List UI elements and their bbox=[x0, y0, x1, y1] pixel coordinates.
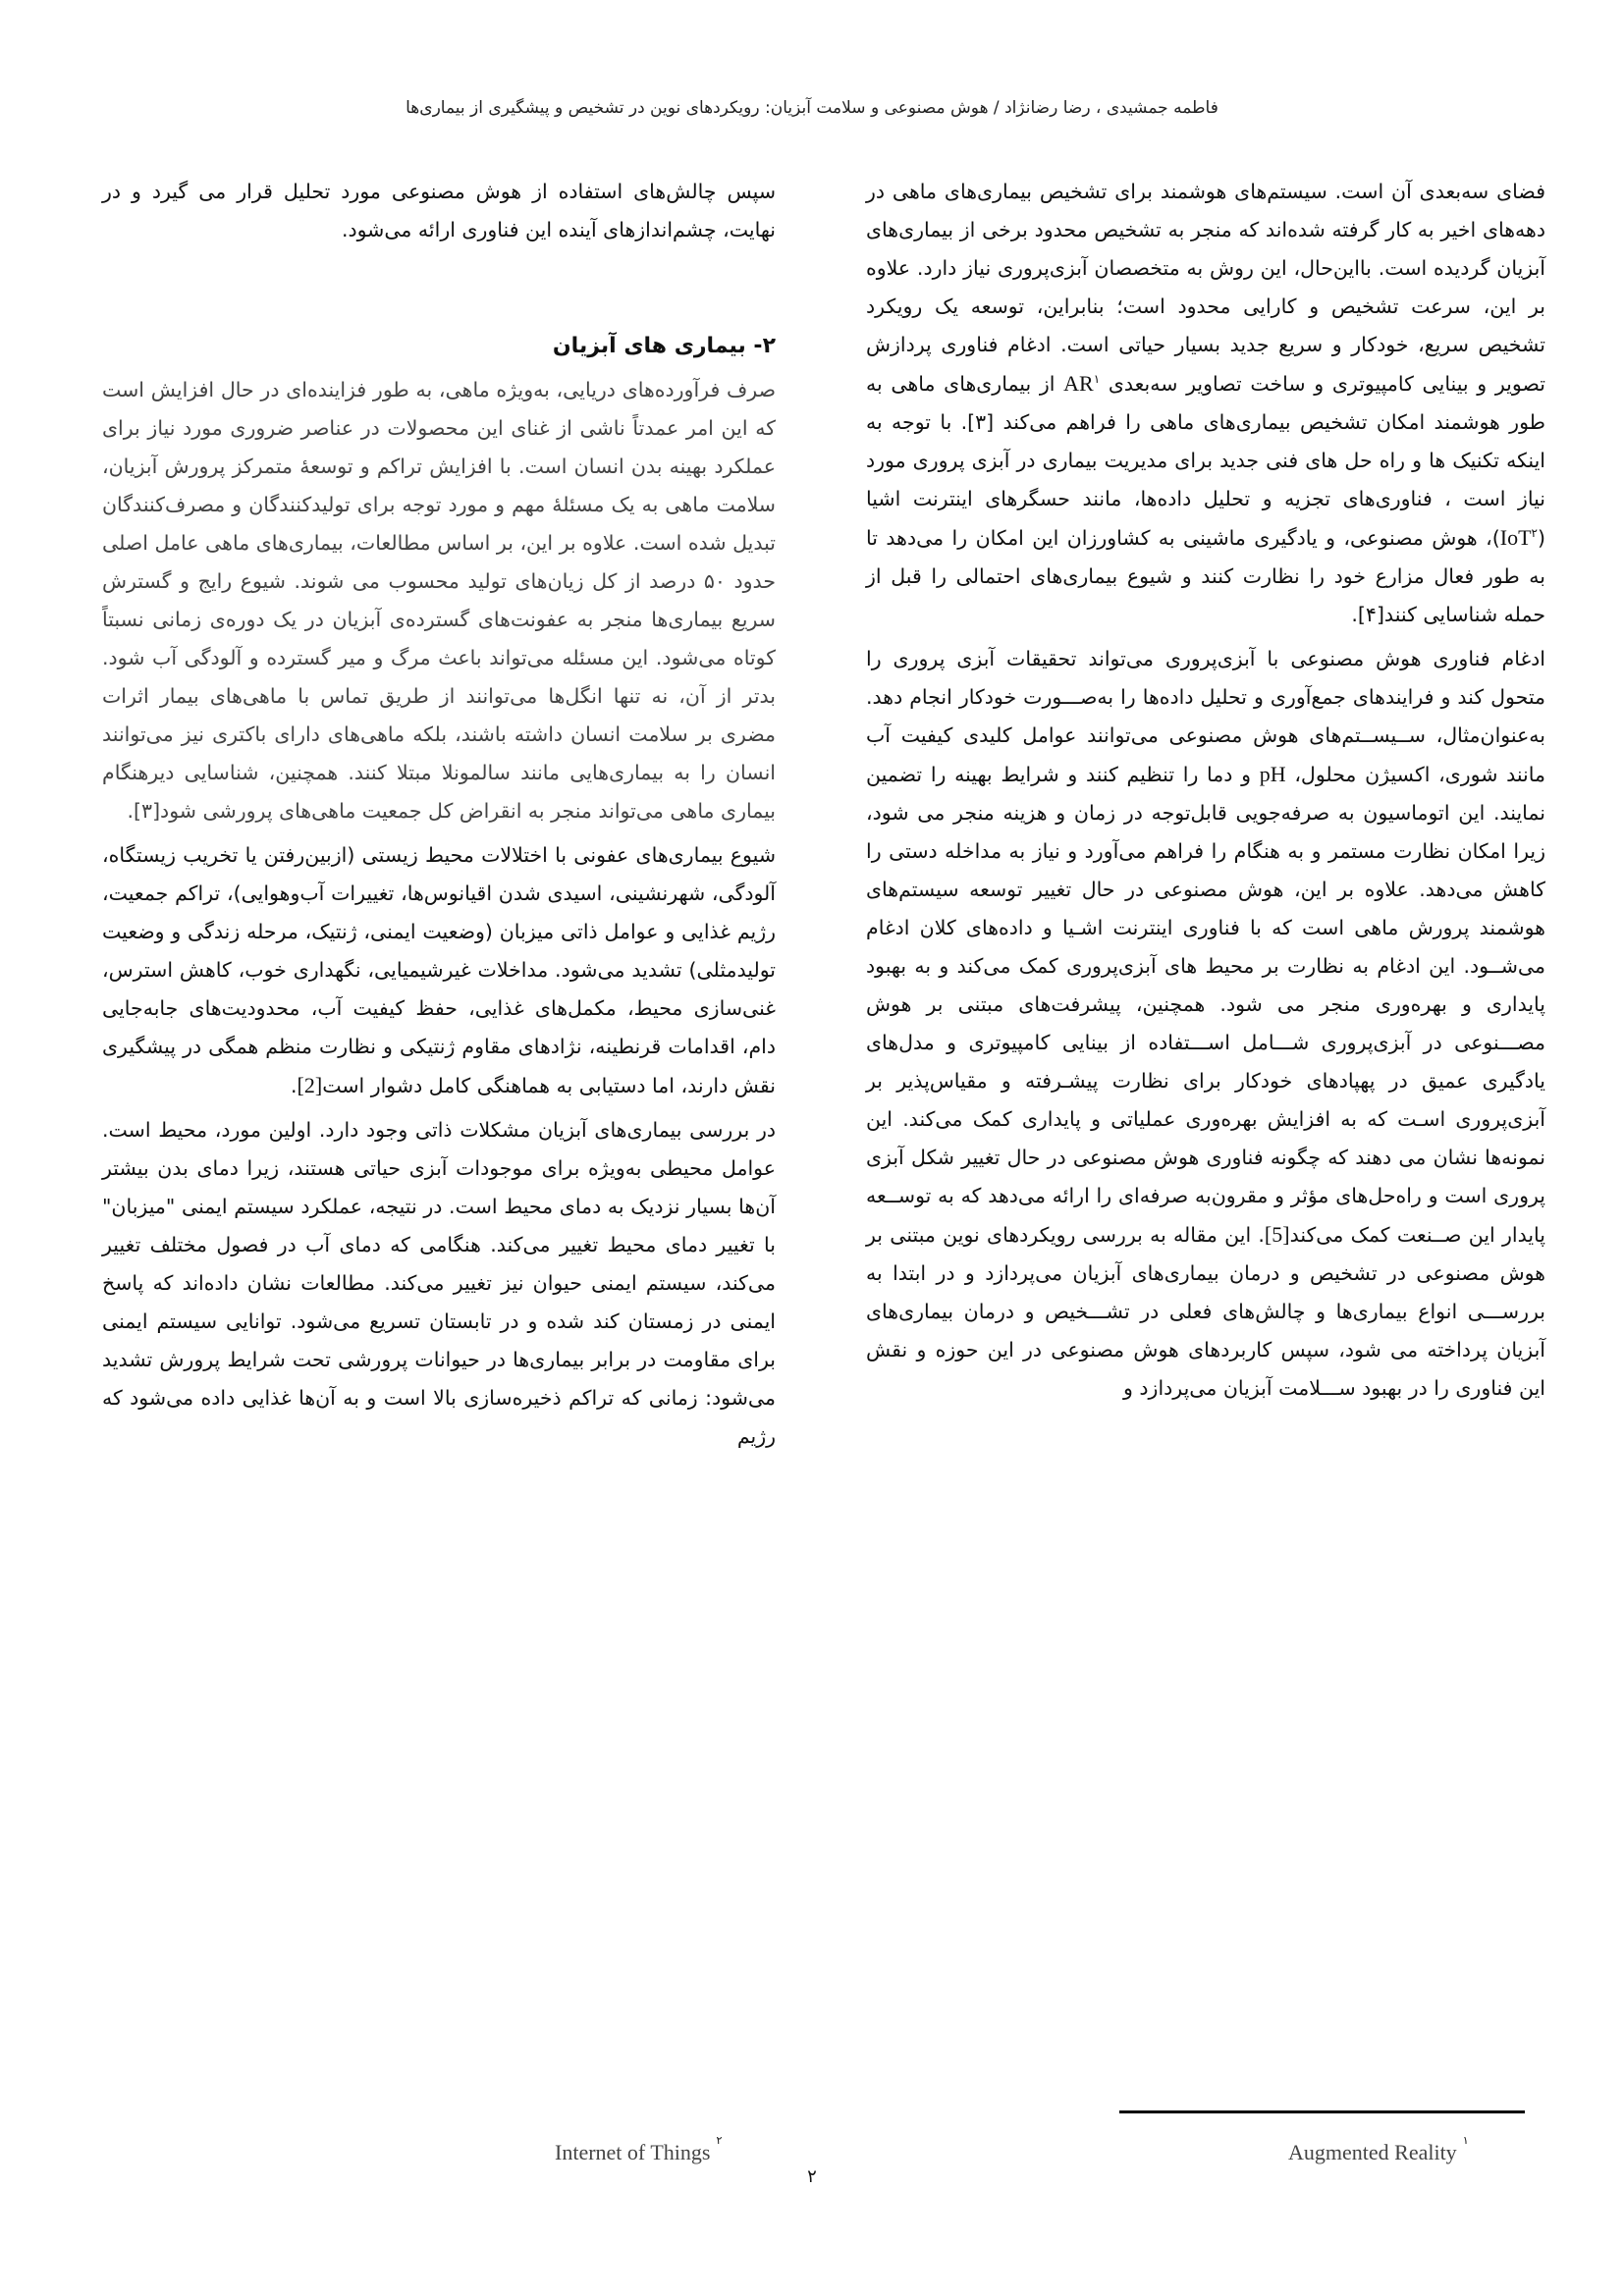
running-header: فاطمه جمشیدی ، رضا رضانژاد / هوش مصنوعی و سلامت آبزیان: رویکردهای نوین در تشخیص و پیشگیری از بیماری‌ها bbox=[406, 98, 1218, 118]
paragraph: شیوع بیماری‌های عفونی با اختلالات محیط زیستی (ازبین‌رفتن یا تخریب زیستگاه، آلودگی، شهرنشینی، اسیدی شدن اقیانوس‌ها، تغییرات آب‌وهوایی)، تراکم جمعیت، رژیم غذایی و عوامل ذاتی میزبان (وضعیت ایمنی، ژنتیک، مرحله زندگی و وضعیت تولیدمثلی) تشدید می‌شود. مداخلات غیرشیمیایی، نگهداری خوب، کاهش استرس، غنی‌سازی محیط، مکمل‌های غذایی، حفظ کیفیت آب، محدودیت‌های جابه‌جایی دام، اقدامات قرنطینه، نژادهای مقاوم ژنتیکی و نظارت منظم همگی در پیشگیری نقش دارند، اما دستیابی به هماهنگی کامل دشوار است[2]. bbox=[102, 843, 776, 1097]
page-number: ۲ bbox=[807, 2166, 817, 2187]
intro-paragraph-tail: سپس چالش‌های استفاده از هوش مصنوعی مورد تحلیل قرار می گیرد و در نهایت، چشم‌اندازهای آینده این فناوری ارائه می‌شود. bbox=[102, 180, 776, 241]
iot-term: IoT bbox=[1499, 525, 1532, 550]
footnote-1: Augmented Reality $^۱$ bbox=[1288, 2133, 1469, 2164]
paragraph: در بررسی بیماری‌های آبزیان مشکلات ذاتی وجود دارد. اولین مورد، محیط است. عوامل محیطی به‌ویژه برای موجودات آبزی حیاتی هستند، زیرا دمای بدن بیشتر آن‌ها بسیار نزدیک به دمای محیط است. در نتیجه، عملکرد سیستم ایمنی "میزبان" با تغییر دمای محیط تغییر می‌کند. هنگامی که دمای آب در فصول مختلف تغییر می‌کند، سیستم ایمنی حیوان نیز تغییر می‌کند. مطالعات نشان داده‌اند که پاسخ ایمنی در زمستان کند شده و در تابستان تسریع می‌شود. توانایی سیستم ایمنی برای مقاومت در برابر بیماری‌ها در حیوانات پرورشی تحت شرایط پرورش تشدید می‌شود: زمانی که تراکم ذخیره‌سازی بالا است و به آن‌ها غذایی داده می‌شود که رژیم bbox=[102, 1118, 776, 1448]
citation[interactable]: [5] bbox=[1264, 1222, 1290, 1247]
citation[interactable]: [2] bbox=[297, 1073, 323, 1097]
footnote-2: Internet of Things $^۲$ bbox=[555, 2133, 723, 2164]
ph-term: pH bbox=[1259, 762, 1286, 786]
footnote-divider bbox=[1119, 2110, 1525, 2113]
ar-term: AR bbox=[1063, 371, 1094, 396]
left-column bbox=[102, 173, 776, 1456]
footnote-ref-2[interactable]: ۲ bbox=[1531, 526, 1538, 541]
paragraph: ادغام فناوری هوش مصنوعی با آبزی‌پروری می‌تواند تحقیقات آبزی پروری را متحول کند و فرایندهای جمع‌آوری و تحلیل داده‌ها را به‌صـــورت خودکار انجام دهد. به‌عنوان‌مثال، ســیســتم‌های هوش مصنوعی می‌توانند عوامل کلیدی کیفیت آب مانند شوری، اکسیژن محلول، pH و دما را تنظیم کنند و شرایط بهینه را تضمین نمایند. این اتوماسیون به صرفه‌جویی قابل‌توجه در زمان و هزینه منجر می شود، زیرا امکان نظارت مستمر و به هنگام را فراهم می‌آورد و نیاز به مداخله دستی را کاهش می‌دهد. علاوه بر این، هوش مصنوعی در حال تغییر توسعه سیستم‌های هوشمند پرورش ماهی است که با فناوری اینترنت اشـیا و داده‌های کلان ادغام می‌شــود. این ادغام به نظارت بر محیط های آبزی‌پروری کمک می‌کند و به بهبود پایداری و بهره‌وری منجر می شود. همچنین، پیشرفت‌های مبتنی بر هوش مصـــنوعی در آبزی‌پروری شـــامل اســـتفاده از بینایی کامپیوتری و مدل‌های یادگیری عمیق در پهپادهای خودکار برای نظارت پیشـرفته و مقیاس‌پذیر بر آبزی‌پروری اسـت که به افزایش بهره‌وری عملیاتی و پایداری کمک می‌کند. این نمونه‌ها نشان می دهند که چگونه فناوری هوش مصنوعی در حال تغییر شکل آبزی پروری است و راه‌حل‌های مؤثر و مقرون‌به صرفه‌ای را ارائه می‌دهد که به توســعه پایدار این صــنعت کمک می‌کند[5]. این مقاله به بررسی رویکردهای نوین مبتنی بر هوش مصنوعی در تشخیص و درمان بیماری‌های آبزیان می‌پردازد و در ابتدا به بررســـی انواع بیماری‌ها و چالش‌های فعلی در تشـــخیص و درمان بیماری‌های آبزیان پرداخته می شود، سپس کاربردهای هوش مصنوعی در این حوزه و نقش این فناوری را در بهبود ســـلامت آبزیان می‌پردازد و bbox=[866, 647, 1545, 1400]
section-heading: ۲- بیماری های آبزیان bbox=[552, 334, 776, 358]
right-column bbox=[866, 173, 1545, 1408]
paragraph: فضای سه‌بعدی آن است. سیستم‌های هوشمند برای تشخیص بیماری‌های ماهی در دهه‌های اخیر به کار گرفته شده‌اند که منجر به تشخیص محدود برخی از بیماری‌های آبزیان گردیده است. بااین‌حال، این روش به متخصصان آبزی‌پروری نیاز دارد. علاوه بر این، سرعت تشخیص و کارایی محدود است؛ بنابراین، توسعه یک رویکرد تشخیص سریع، خودکار و سریع جدید بسیار حیاتی است. ادغام فناوری پردازش تصویر و بینایی کامپیوتری و ساخت تصاویر سه‌بعدی $AR^۱$ از بیماری‌های ماهی به طور هوشمند امکان تشخیص بیماری‌های ماهی را فراهم می‌کند [۳]. با توجه به اینکه تکنیک ها و راه حل های فنی جدید برای مدیریت بیماری در آبزی پروری مورد نیاز است ، فناوری‌های تجزیه و تحلیل داده‌ها، مانند حسگرهای اینترنت اشیا (IoT$^۲$)، هوش مصنوعی، و یادگیری ماشینی به کشاورزان این امکان را می‌دهد تا به طور فعال مزارع خود را نظارت کنند و شیوع بیماری‌های احتمالی را قبل از حمله شناسایی کنند[۴]. bbox=[866, 180, 1545, 626]
footnote-ref-1[interactable]: ۱ bbox=[1093, 372, 1101, 387]
paragraph: صرف فرآورده‌های دریایی، به‌ویژه ماهی، به طور فزاینده‌ای در حال افزایش است که این امر عمدتاً ناشی از غنای این محصولات در عناصر ضروری مورد نیاز برای عملکرد بهینه بدن انسان است. با افزایش تراکم و توسعهٔ متمرکز پرورش آبزیان، سلامت ماهی به یک مسئلهٔ مهم و مورد توجه برای تولیدکنندگان و مصرف‌کنندگان تبدیل شده است. علاوه بر این، بر اساس مطالعات، بیماری‌های ماهی عامل اصلی حدود ۵۰ درصد از کل زیان‌های تولید محسوب می شوند. شیوع رایج و گسترش سریع بیماری‌ها منجر به عفونت‌های گسترده‌ی آبزیان در یک دوره‌ی زمانی نسبتاً کوتاه می‌شود. این مسئله می‌تواند باعث مرگ و میر گسترده و آلودگی آب شود. بدتر از آن، نه تنها انگل‌ها می‌توانند از طریق تماس با ماهی‌های بیمار اثرات مضری بر سلامت انسان داشته باشند، بلکه ماهی‌های دارای باکتری نیز می‌توانند انسان را به بیماری‌هایی مانند سالمونلا مبتلا کنند. همچنین، شناسایی دیرهنگام بیماری ماهی می‌تواند منجر به انقراض کل جمعیت ماهی‌های پرورشی شود[۳]. bbox=[102, 378, 776, 823]
